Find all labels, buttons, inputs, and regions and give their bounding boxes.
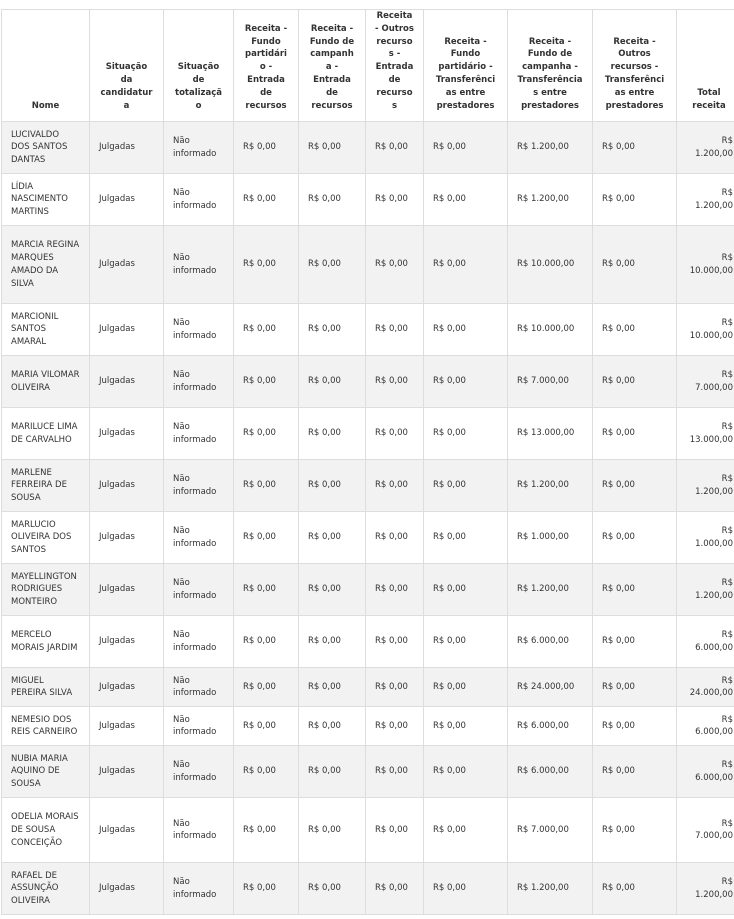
cell-total-receita: R$ 6.000,00 xyxy=(677,746,734,798)
cell-outros-entrada: R$ 0,00 xyxy=(366,122,424,174)
cell-outros-transferencias: R$ 0,00 xyxy=(593,512,677,564)
cell-outros-entrada: R$ 0,00 xyxy=(366,174,424,226)
cell-total-receita: R$ 7.000,00 xyxy=(677,798,734,863)
cell-situacao-candidatura: Julgadas xyxy=(90,512,164,564)
cell-nome: LÍDIA NASCIMENTO MARTINS xyxy=(2,174,90,226)
cell-nome: MARLENE FERREIRA DE SOUSA xyxy=(2,460,90,512)
cell-situacao-candidatura: Julgadas xyxy=(90,122,164,174)
cell-outros-entrada: R$ 0,00 xyxy=(366,356,424,408)
cell-fc-entrada: R$ 0,00 xyxy=(299,863,366,915)
cell-fp-entrada: R$ 0,00 xyxy=(234,668,299,707)
cell-fp-transferencias: R$ 0,00 xyxy=(424,798,508,863)
cell-nome: MIGUEL PEREIRA SILVA xyxy=(2,668,90,707)
cell-outros-entrada: R$ 0,00 xyxy=(366,226,424,304)
cell-total-receita: R$ 13.000,00 xyxy=(677,408,734,460)
cell-nome: MAYELLINGTON RODRIGUES MONTEIRO xyxy=(2,564,90,616)
cell-situacao-candidatura: Julgadas xyxy=(90,707,164,746)
cell-fp-entrada: R$ 0,00 xyxy=(234,226,299,304)
cell-total-receita: R$ 6.000,00 xyxy=(677,707,734,746)
cell-situacao-totalizacao: Não informado xyxy=(164,863,234,915)
cell-fc-transferencias: R$ 1.200,00 xyxy=(508,174,593,226)
cell-outros-entrada: R$ 0,00 xyxy=(366,304,424,356)
cell-situacao-candidatura: Julgadas xyxy=(90,460,164,512)
cell-nome: MARCIA REGINA MARQUES AMADO DA SILVA xyxy=(2,226,90,304)
cell-outros-transferencias: R$ 0,00 xyxy=(593,356,677,408)
cell-outros-transferencias: R$ 0,00 xyxy=(593,460,677,512)
cell-situacao-totalizacao: Não informado xyxy=(164,564,234,616)
cell-nome: ODELIA MORAIS DE SOUSA CONCEIÇÃO xyxy=(2,798,90,863)
cell-fp-transferencias: R$ 0,00 xyxy=(424,863,508,915)
cell-outros-transferencias: R$ 0,00 xyxy=(593,122,677,174)
column-header-nome[interactable]: Nome xyxy=(2,10,90,122)
cell-fc-entrada: R$ 0,00 xyxy=(299,564,366,616)
table-row xyxy=(2,863,734,915)
cell-situacao-candidatura: Julgadas xyxy=(90,746,164,798)
cell-nome: MERCELO MORAIS JARDIM xyxy=(2,616,90,668)
cell-situacao-totalizacao: Não informado xyxy=(164,707,234,746)
cell-situacao-candidatura: Julgadas xyxy=(90,668,164,707)
cell-outros-entrada: R$ 0,00 xyxy=(366,668,424,707)
cell-situacao-totalizacao: Não informado xyxy=(164,304,234,356)
cell-outros-transferencias: R$ 0,00 xyxy=(593,616,677,668)
cell-total-receita: R$ 6.000,00 xyxy=(677,616,734,668)
table-container xyxy=(1,9,734,915)
cell-fc-entrada: R$ 0,00 xyxy=(299,226,366,304)
cell-outros-transferencias: R$ 0,00 xyxy=(593,226,677,304)
cell-fc-entrada: R$ 0,00 xyxy=(299,174,366,226)
cell-fp-transferencias: R$ 0,00 xyxy=(424,707,508,746)
cell-outros-entrada: R$ 0,00 xyxy=(366,460,424,512)
cell-fc-transferencias: R$ 24.000,00 xyxy=(508,668,593,707)
cell-fc-entrada: R$ 0,00 xyxy=(299,304,366,356)
cell-fc-transferencias: R$ 7.000,00 xyxy=(508,356,593,408)
cell-fp-transferencias: R$ 0,00 xyxy=(424,226,508,304)
cell-fp-transferencias: R$ 0,00 xyxy=(424,304,508,356)
cell-fp-entrada: R$ 0,00 xyxy=(234,746,299,798)
column-header-fp-entrada[interactable]: Receita - Fundo partidário - Entrada de recursos xyxy=(234,10,299,122)
cell-fp-transferencias: R$ 0,00 xyxy=(424,356,508,408)
cell-total-receita: R$ 10.000,00 xyxy=(677,304,734,356)
cell-fp-entrada: R$ 0,00 xyxy=(234,122,299,174)
cell-outros-transferencias: R$ 0,00 xyxy=(593,668,677,707)
table-row xyxy=(2,356,734,408)
cell-fp-entrada: R$ 0,00 xyxy=(234,460,299,512)
column-header-fp-transferencias[interactable]: Receita - Fundo partidário - Transferências entre prestadores xyxy=(424,10,508,122)
cell-outros-entrada: R$ 0,00 xyxy=(366,408,424,460)
cell-outros-transferencias: R$ 0,00 xyxy=(593,707,677,746)
table-row xyxy=(2,304,734,356)
column-header-situacao-candidatura[interactable]: Situação da candidatura xyxy=(90,10,164,122)
cell-nome: MARILUCE LIMA DE CARVALHO xyxy=(2,408,90,460)
cell-fp-entrada: R$ 0,00 xyxy=(234,798,299,863)
cell-situacao-totalizacao: Não informado xyxy=(164,512,234,564)
cell-situacao-totalizacao: Não informado xyxy=(164,122,234,174)
cell-outros-transferencias: R$ 0,00 xyxy=(593,863,677,915)
cell-total-receita: R$ 1.200,00 xyxy=(677,863,734,915)
cell-fc-transferencias: R$ 1.200,00 xyxy=(508,122,593,174)
table-row xyxy=(2,746,734,798)
cell-situacao-totalizacao: Não informado xyxy=(164,226,234,304)
cell-fp-entrada: R$ 0,00 xyxy=(234,564,299,616)
cell-fc-transferencias: R$ 7.000,00 xyxy=(508,798,593,863)
cell-fc-entrada: R$ 0,00 xyxy=(299,798,366,863)
cell-fc-transferencias: R$ 6.000,00 xyxy=(508,616,593,668)
cell-situacao-totalizacao: Não informado xyxy=(164,616,234,668)
cell-situacao-candidatura: Julgadas xyxy=(90,304,164,356)
revenue-table xyxy=(1,9,734,915)
cell-fc-transferencias: R$ 6.000,00 xyxy=(508,746,593,798)
cell-outros-transferencias: R$ 0,00 xyxy=(593,798,677,863)
cell-fc-entrada: R$ 0,00 xyxy=(299,408,366,460)
cell-situacao-totalizacao: Não informado xyxy=(164,668,234,707)
cell-fp-entrada: R$ 0,00 xyxy=(234,174,299,226)
table-row xyxy=(2,460,734,512)
cell-fc-entrada: R$ 0,00 xyxy=(299,356,366,408)
cell-fc-entrada: R$ 0,00 xyxy=(299,668,366,707)
cell-outros-transferencias: R$ 0,00 xyxy=(593,408,677,460)
cell-outros-transferencias: R$ 0,00 xyxy=(593,304,677,356)
table-row xyxy=(2,616,734,668)
cell-outros-entrada: R$ 0,00 xyxy=(366,746,424,798)
table-row xyxy=(2,122,734,174)
cell-fc-transferencias: R$ 6.000,00 xyxy=(508,707,593,746)
column-header-outros-entrada[interactable]: Receita - Outros recursos - Entrada de recursos xyxy=(366,10,424,122)
table-row xyxy=(2,408,734,460)
cell-situacao-totalizacao: Não informado xyxy=(164,460,234,512)
cell-fc-transferencias: R$ 1.200,00 xyxy=(508,863,593,915)
header-row xyxy=(2,10,734,122)
cell-situacao-totalizacao: Não informado xyxy=(164,356,234,408)
cell-fp-entrada: R$ 0,00 xyxy=(234,512,299,564)
cell-situacao-candidatura: Julgadas xyxy=(90,798,164,863)
cell-situacao-totalizacao: Não informado xyxy=(164,174,234,226)
cell-fp-entrada: R$ 0,00 xyxy=(234,356,299,408)
cell-outros-entrada: R$ 0,00 xyxy=(366,707,424,746)
column-header-outros-transferencias[interactable]: Receita - Outros recursos - Transferências entre prestadores xyxy=(593,10,677,122)
cell-fc-entrada: R$ 0,00 xyxy=(299,746,366,798)
cell-total-receita: R$ 1.200,00 xyxy=(677,122,734,174)
cell-total-receita: R$ 1.200,00 xyxy=(677,460,734,512)
cell-situacao-totalizacao: Não informado xyxy=(164,408,234,460)
column-header-total-receita[interactable]: Total receita xyxy=(677,10,734,122)
table-row xyxy=(2,798,734,863)
cell-situacao-totalizacao: Não informado xyxy=(164,746,234,798)
cell-fp-entrada: R$ 0,00 xyxy=(234,863,299,915)
cell-situacao-candidatura: Julgadas xyxy=(90,226,164,304)
cell-situacao-candidatura: Julgadas xyxy=(90,408,164,460)
cell-total-receita: R$ 10.000,00 xyxy=(677,226,734,304)
cell-fp-transferencias: R$ 0,00 xyxy=(424,746,508,798)
cell-fc-entrada: R$ 0,00 xyxy=(299,460,366,512)
cell-fp-entrada: R$ 0,00 xyxy=(234,707,299,746)
cell-situacao-candidatura: Julgadas xyxy=(90,616,164,668)
column-header-fc-entrada[interactable]: Receita - Fundo de campanha - Entrada de recursos xyxy=(299,10,366,122)
cell-fp-transferencias: R$ 0,00 xyxy=(424,460,508,512)
table-row xyxy=(2,707,734,746)
column-header-situacao-totalizacao[interactable]: Situação de totalização xyxy=(164,10,234,122)
cell-nome: RAFAEL DE ASSUNÇÃO OLIVEIRA xyxy=(2,863,90,915)
cell-nome: LUCIVALDO DOS SANTOS DANTAS xyxy=(2,122,90,174)
cell-total-receita: R$ 7.000,00 xyxy=(677,356,734,408)
cell-outros-entrada: R$ 0,00 xyxy=(366,564,424,616)
cell-total-receita: R$ 1.000,00 xyxy=(677,512,734,564)
cell-fp-entrada: R$ 0,00 xyxy=(234,304,299,356)
cell-fc-transferencias: R$ 1.200,00 xyxy=(508,460,593,512)
cell-outros-entrada: R$ 0,00 xyxy=(366,512,424,564)
cell-nome: MARCIONIL SANTOS AMARAL xyxy=(2,304,90,356)
cell-total-receita: R$ 24.000,00 xyxy=(677,668,734,707)
cell-fc-transferencias: R$ 1.200,00 xyxy=(508,564,593,616)
cell-fc-transferencias: R$ 1.000,00 xyxy=(508,512,593,564)
cell-fp-transferencias: R$ 0,00 xyxy=(424,668,508,707)
cell-nome: NUBIA MARIA AQUINO DE SOUSA xyxy=(2,746,90,798)
cell-fc-transferencias: R$ 10.000,00 xyxy=(508,226,593,304)
cell-outros-entrada: R$ 0,00 xyxy=(366,616,424,668)
cell-fp-entrada: R$ 0,00 xyxy=(234,616,299,668)
table-row xyxy=(2,564,734,616)
cell-nome: MARLUCIO OLIVEIRA DOS SANTOS xyxy=(2,512,90,564)
cell-fc-transferencias: R$ 10.000,00 xyxy=(508,304,593,356)
cell-total-receita: R$ 1.200,00 xyxy=(677,564,734,616)
cell-outros-transferencias: R$ 0,00 xyxy=(593,746,677,798)
cell-nome: NEMESIO DOS REIS CARNEIRO xyxy=(2,707,90,746)
cell-nome: MARIA VILOMAR OLIVEIRA xyxy=(2,356,90,408)
cell-situacao-candidatura: Julgadas xyxy=(90,863,164,915)
cell-fc-entrada: R$ 0,00 xyxy=(299,512,366,564)
cell-fp-transferencias: R$ 0,00 xyxy=(424,122,508,174)
table-row xyxy=(2,512,734,564)
table-row xyxy=(2,668,734,707)
cell-outros-transferencias: R$ 0,00 xyxy=(593,564,677,616)
cell-fc-entrada: R$ 0,00 xyxy=(299,707,366,746)
cell-fc-transferencias: R$ 13.000,00 xyxy=(508,408,593,460)
cell-outros-transferencias: R$ 0,00 xyxy=(593,174,677,226)
cell-outros-entrada: R$ 0,00 xyxy=(366,863,424,915)
cell-fp-transferencias: R$ 0,00 xyxy=(424,616,508,668)
cell-total-receita: R$ 1.200,00 xyxy=(677,174,734,226)
cell-fp-transferencias: R$ 0,00 xyxy=(424,408,508,460)
cell-fp-transferencias: R$ 0,00 xyxy=(424,512,508,564)
cell-fc-entrada: R$ 0,00 xyxy=(299,616,366,668)
cell-fp-entrada: R$ 0,00 xyxy=(234,408,299,460)
cell-situacao-candidatura: Julgadas xyxy=(90,564,164,616)
table-row xyxy=(2,226,734,304)
cell-situacao-candidatura: Julgadas xyxy=(90,174,164,226)
cell-fc-entrada: R$ 0,00 xyxy=(299,122,366,174)
cell-situacao-candidatura: Julgadas xyxy=(90,356,164,408)
cell-outros-entrada: R$ 0,00 xyxy=(366,798,424,863)
column-header-fc-transferencias[interactable]: Receita - Fundo de campanha - Transferências entre prestadores xyxy=(508,10,593,122)
cell-fp-transferencias: R$ 0,00 xyxy=(424,174,508,226)
table-row xyxy=(2,174,734,226)
cell-situacao-totalizacao: Não informado xyxy=(164,798,234,863)
cell-fp-transferencias: R$ 0,00 xyxy=(424,564,508,616)
